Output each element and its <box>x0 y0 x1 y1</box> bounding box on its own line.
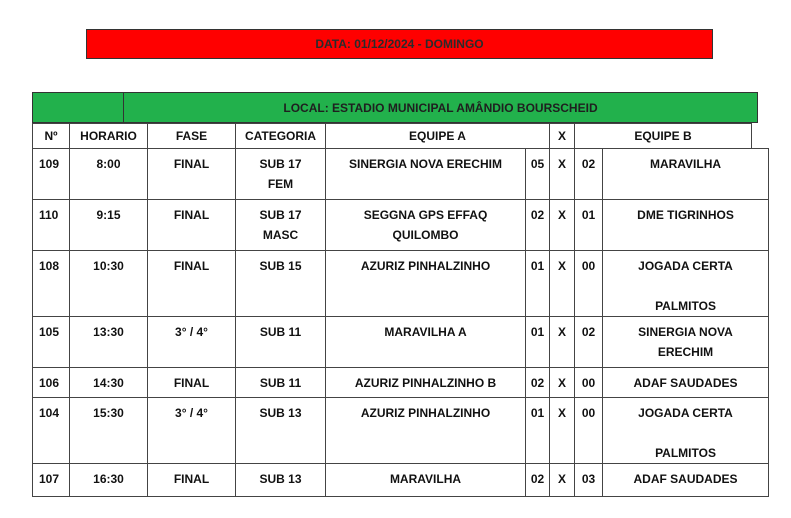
score-a: 02 <box>526 368 550 398</box>
header-num: Nº <box>33 124 70 149</box>
game-phase: FINAL <box>148 464 236 497</box>
table-row <box>33 317 769 368</box>
game-category: SUB 11 <box>236 317 326 368</box>
game-phase: FINAL <box>148 368 236 398</box>
game-category: SUB 15 <box>236 251 326 317</box>
header-categoria: CATEGORIA <box>236 124 326 149</box>
team-a: AZURIZ PINHALZINHO <box>326 398 526 464</box>
game-number: 108 <box>33 251 70 317</box>
game-phase: FINAL <box>148 251 236 317</box>
game-phase: 3° / 4° <box>148 317 236 368</box>
table-row <box>33 149 769 200</box>
header-equipe-a: EQUIPE A <box>326 124 550 149</box>
score-a: 01 <box>526 398 550 464</box>
score-b: 03 <box>575 464 603 497</box>
versus-marker: X <box>550 200 575 251</box>
team-b: ADAF SAUDADES <box>603 368 769 398</box>
game-time: 16:30 <box>70 464 148 497</box>
score-b: 00 <box>575 398 603 464</box>
table-row <box>33 398 769 464</box>
versus-marker: X <box>550 149 575 200</box>
score-b: 00 <box>575 368 603 398</box>
score-b: 00 <box>575 251 603 317</box>
team-b: JOGADA CERTA PALMITOS <box>603 398 769 464</box>
game-time: 9:15 <box>70 200 148 251</box>
game-number: 109 <box>33 149 70 200</box>
score-a: 02 <box>526 200 550 251</box>
game-number: 107 <box>33 464 70 497</box>
table-body <box>33 149 769 497</box>
score-b: 02 <box>575 317 603 368</box>
game-number: 105 <box>33 317 70 368</box>
games-table <box>32 123 769 497</box>
game-category: SUB 11 <box>236 368 326 398</box>
game-time: 8:00 <box>70 149 148 200</box>
team-a: SINERGIA NOVA ERECHIM <box>326 149 526 200</box>
team-a: SEGGNA GPS EFFAQ QUILOMBO <box>326 200 526 251</box>
header-fase: FASE <box>148 124 236 149</box>
game-category: SUB 13 <box>236 398 326 464</box>
team-a: AZURIZ PINHALZINHO <box>326 251 526 317</box>
versus-marker: X <box>550 251 575 317</box>
score-b: 01 <box>575 200 603 251</box>
team-b: ADAF SAUDADES <box>603 464 769 497</box>
game-phase: 3° / 4° <box>148 398 236 464</box>
header-spacer <box>752 124 769 149</box>
table-row <box>33 368 769 398</box>
team-b: SINERGIA NOVA ERECHIM <box>603 317 769 368</box>
score-a: 01 <box>526 317 550 368</box>
versus-marker: X <box>550 464 575 497</box>
table-row <box>33 251 769 317</box>
team-a: MARAVILHA A <box>326 317 526 368</box>
game-category: SUB 13 <box>236 464 326 497</box>
game-time: 13:30 <box>70 317 148 368</box>
game-phase: FINAL <box>148 200 236 251</box>
team-b: MARAVILHA <box>603 149 769 200</box>
game-category: SUB 17 FEM <box>236 149 326 200</box>
score-a: 02 <box>526 464 550 497</box>
score-a: 05 <box>526 149 550 200</box>
game-number: 110 <box>33 200 70 251</box>
table-header-row <box>33 124 769 149</box>
team-b: JOGADA CERTA PALMITOS <box>603 251 769 317</box>
versus-marker: X <box>550 317 575 368</box>
table-row <box>33 200 769 251</box>
team-a: AZURIZ PINHALZINHO B <box>326 368 526 398</box>
local-header-bar <box>32 92 758 123</box>
date-banner: DATA: 01/12/2024 - DOMINGO <box>86 29 713 59</box>
versus-marker: X <box>550 398 575 464</box>
game-time: 10:30 <box>70 251 148 317</box>
team-a: MARAVILHA <box>326 464 526 497</box>
local-label: LOCAL: ESTADIO MUNICIPAL AMÂNDIO BOURSCHEID <box>283 100 598 115</box>
game-time: 15:30 <box>70 398 148 464</box>
header-horario: HORARIO <box>70 124 148 149</box>
header-equipe-b: EQUIPE B <box>575 124 752 149</box>
versus-marker: X <box>550 368 575 398</box>
game-phase: FINAL <box>148 149 236 200</box>
game-number: 104 <box>33 398 70 464</box>
game-number: 106 <box>33 368 70 398</box>
score-b: 02 <box>575 149 603 200</box>
game-time: 14:30 <box>70 368 148 398</box>
score-a: 01 <box>526 251 550 317</box>
header-x: X <box>550 124 575 149</box>
team-b: DME TIGRINHOS <box>603 200 769 251</box>
game-category: SUB 17 MASC <box>236 200 326 251</box>
table-row <box>33 464 769 497</box>
